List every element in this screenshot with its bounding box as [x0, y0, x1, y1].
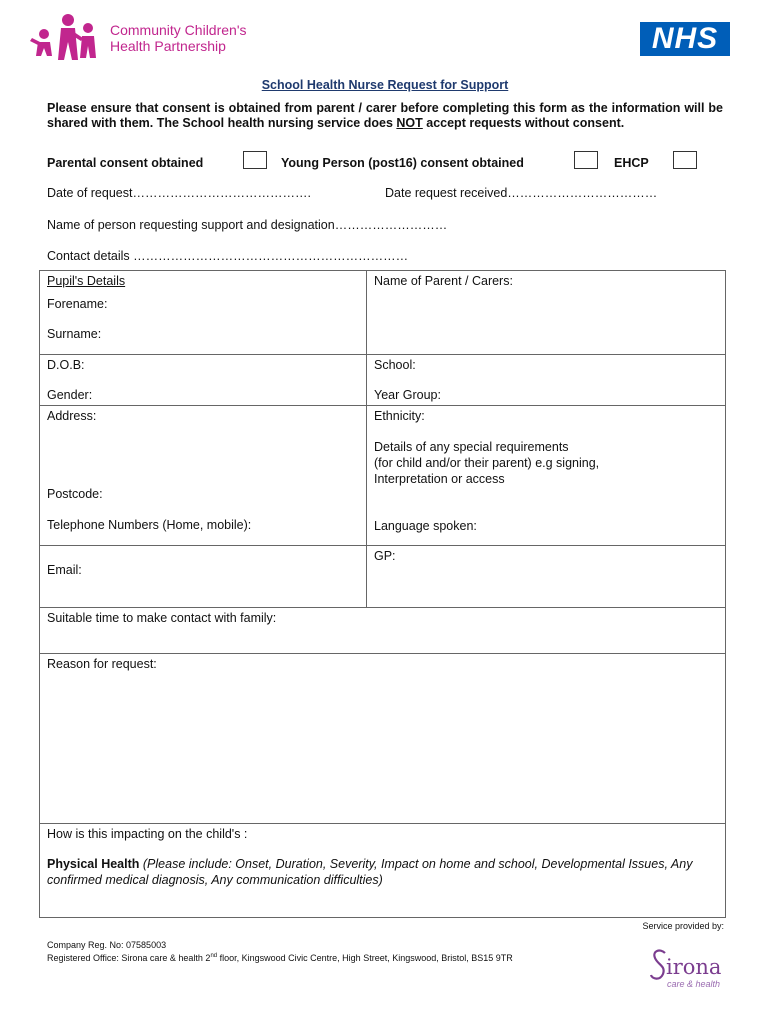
physical-health-hint: (Please include: Onset, Duration, Severity, Impact on home and school, Developmental Issues, Any confirmed medical diagnosis, Any communication difficulties)	[47, 857, 693, 887]
parent-names-label: Name of Parent / Carers:	[374, 274, 513, 288]
address-cell[interactable]	[40, 406, 367, 546]
dob-label: D.O.B:	[47, 358, 85, 372]
requester-name-field[interactable]: Name of person requesting support and designation………………………	[47, 218, 448, 232]
date-of-request-field[interactable]: Date of request…………………………………….	[47, 186, 311, 200]
consent-instructions	[47, 101, 723, 131]
physical-health-text	[47, 856, 718, 888]
suitable-time-label: Suitable time to make contact with family:	[47, 611, 277, 625]
intro-text-2: accept requests without consent.	[422, 116, 625, 130]
ethnicity-label: Ethnicity:	[374, 409, 425, 423]
special-req-line1: Details of any special requirements	[374, 440, 569, 454]
office-text-a: Registered Office: Sirona care & health 2	[47, 953, 211, 963]
impact-label: How is this impacting on the child's :	[47, 827, 248, 841]
school-year-cell[interactable]	[367, 355, 726, 406]
pupils-details-heading: Pupil's Details	[47, 274, 126, 288]
nhs-logo: NHS	[640, 22, 730, 56]
email-label: Email:	[47, 563, 82, 577]
org-name-line1: Community Children's	[110, 22, 247, 38]
reason-label: Reason for request:	[47, 657, 157, 671]
ccchp-logo	[30, 12, 270, 64]
company-info	[47, 940, 513, 964]
suitable-time-cell[interactable]	[40, 608, 726, 654]
parent-names-cell[interactable]	[367, 271, 726, 355]
surname-label: Surname:	[47, 327, 102, 341]
contact-details-field[interactable]: Contact details …………………………………………………………	[47, 249, 409, 263]
sirona-name: irona	[666, 955, 722, 979]
company-reg: Company Reg. No: 07585003	[47, 940, 167, 950]
impact-cell[interactable]	[40, 824, 726, 918]
ehcp-checkbox[interactable]	[673, 151, 697, 169]
gp-label: GP:	[374, 549, 396, 563]
sirona-tagline: care & health	[667, 979, 721, 989]
form-title: School Health Nurse Request for Support	[261, 78, 509, 92]
parental-consent-checkbox[interactable]	[243, 151, 267, 169]
service-provided-by: Service provided by:	[642, 921, 724, 931]
school-label: School:	[374, 358, 416, 372]
family-figures-icon	[30, 12, 106, 64]
gp-cell[interactable]	[367, 546, 726, 608]
office-sup: nd	[210, 953, 218, 959]
reason-cell[interactable]	[40, 654, 726, 824]
office-text-b: floor, Kingswood Civic Centre, High Street, Kingswood, Bristol, BS15 9TR	[217, 953, 513, 963]
year-group-label: Year Group:	[374, 388, 441, 402]
special-req-line2: (for child and/or their parent) e.g signing,	[374, 456, 600, 470]
young-person-consent-checkbox[interactable]	[574, 151, 598, 169]
pupil-names-cell[interactable]	[40, 271, 367, 355]
forename-label: Forename:	[47, 297, 108, 311]
special-req-line3: Interpretation or access	[374, 472, 505, 486]
telephone-label: Telephone Numbers (Home, mobile):	[47, 518, 252, 532]
address-label: Address:	[47, 409, 97, 423]
org-name-line2: Health Partnership	[110, 38, 226, 54]
ehcp-label: EHCP	[614, 156, 649, 170]
email-cell[interactable]	[40, 546, 367, 608]
language-label: Language spoken:	[374, 519, 477, 533]
intro-emphasis: NOT	[396, 116, 423, 130]
parental-consent-label: Parental consent obtained	[47, 156, 204, 170]
postcode-label: Postcode:	[47, 487, 103, 501]
pupil-details-table	[39, 270, 726, 918]
gender-label: Gender:	[47, 388, 93, 402]
date-request-received-field[interactable]: Date request received………………………………	[385, 186, 658, 200]
registered-office	[47, 951, 513, 964]
sirona-logo	[650, 946, 730, 992]
dob-gender-cell[interactable]	[40, 355, 367, 406]
physical-health-label: Physical Health	[47, 857, 140, 871]
ethnicity-language-cell[interactable]	[367, 406, 726, 546]
young-person-consent-label: Young Person (post16) consent obtained	[281, 156, 524, 170]
intro-text-1: Please ensure that consent is obtained from parent / carer before completing this form as the information will be shared with them. The School health nursing service does	[47, 101, 723, 130]
